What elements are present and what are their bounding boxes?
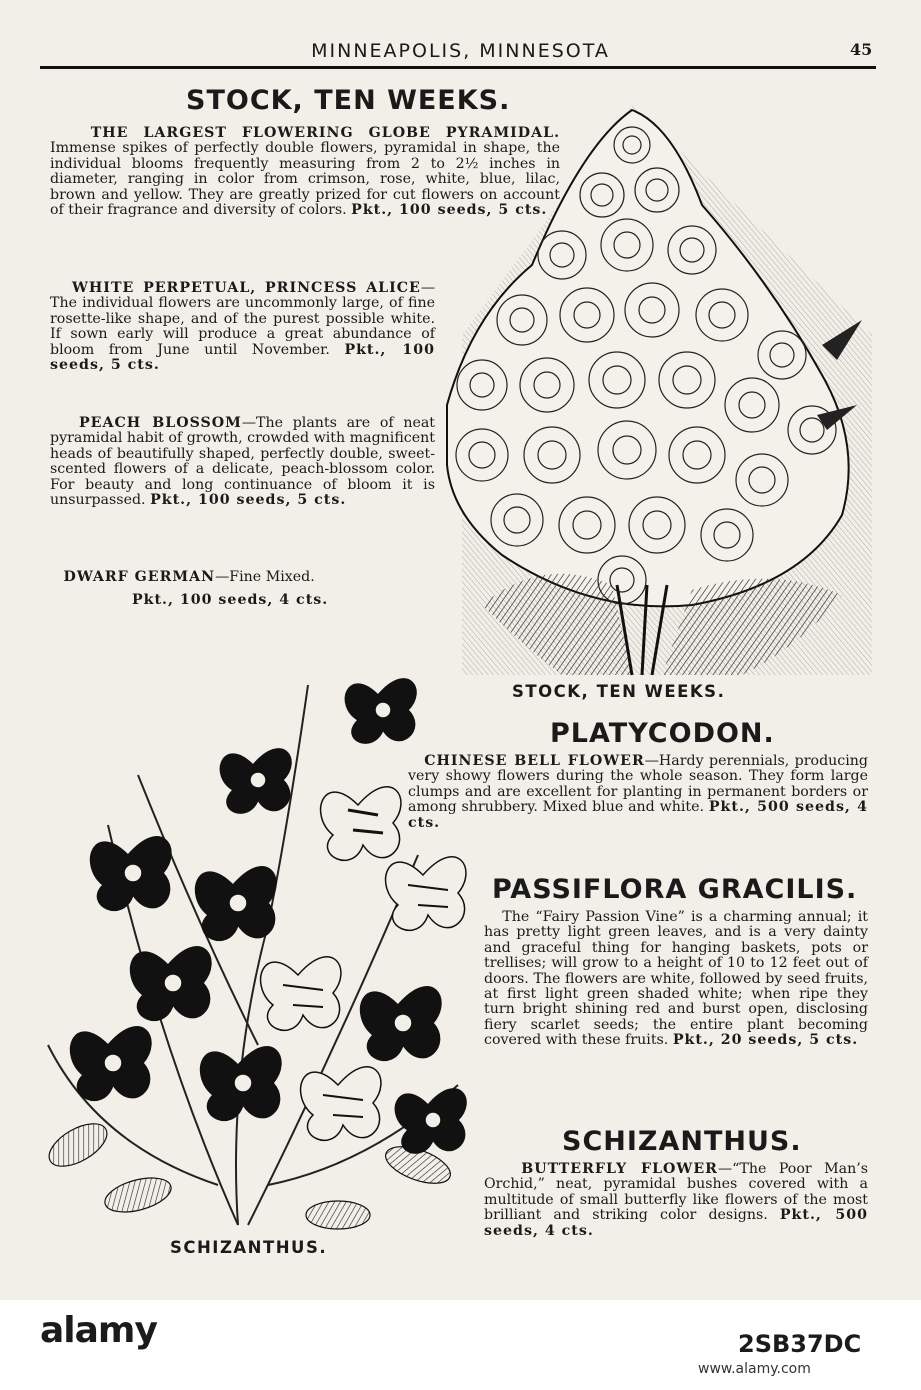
alamy-url: www.alamy.com [698, 1361, 811, 1377]
image-id: 2SB37DC [738, 1330, 862, 1358]
stock-peach-text: —The plants are of neat pyramidal habit of growth, crowded with magnificent heads of beautifully shaped, perfectly double, sweet-scented flowers of a delicate, peach-blossom color. For beauty and long continuance of bloom it is unsurpassed. [50, 415, 436, 509]
stock-globe-text: Immense spikes of perfectly double flowers, pyramidal in shape, the individual blooms frequently measuring from 2 to 2½ inches in diameter, ranging in color from crimson, rose, white, blue, lilac, brown and yellow. They are greatly prized for cut flowers on account of their fragrance and diversity of colors. [50, 140, 560, 219]
passiflora-price: Pkt., 20 seeds, 5 cts. [672, 1032, 859, 1049]
stock-paragraph-princess-alice [50, 281, 435, 373]
schizanthus-caption: SCHIZANTHUS. [170, 1238, 328, 1257]
schizanthus-price: Pkt., 500 seeds, 4 cts. [484, 1207, 868, 1239]
stock-globe-price: Pkt., 100 seeds, 5 cts. [351, 202, 548, 219]
schizanthus-lead: BUTTERFLY FLOWER [521, 1161, 718, 1177]
passiflora-paragraph [484, 910, 868, 1049]
stock-illustration [442, 85, 882, 685]
stock-dwarf-text: —Fine Mixed. [215, 569, 315, 585]
passiflora-title: PASSIFLORA GRACILIS. [492, 874, 858, 905]
schizanthus-paragraph [484, 1162, 868, 1239]
header-rule [40, 66, 876, 69]
page-number: 45 [850, 40, 873, 59]
platycodon-text: —Hardy perennials, producing very showy flowers during the whole season. They form large clumps and are excellent for planting in permanent borders or among shrubbery. Mixed blue and white. [408, 753, 869, 816]
stock-dwarf-lead: DWARF GERMAN [63, 569, 216, 585]
stock-alice-price: Pkt., 100 seeds, 5 cts. [50, 341, 435, 374]
stock-peach-lead: PEACH BLOSSOM [79, 415, 242, 431]
stock-paragraph-dwarf-german [50, 570, 435, 585]
schizanthus-illustration [38, 625, 470, 1235]
alamy-logo: alamy [40, 1310, 157, 1351]
passiflora-text: The “Fairy Passion Vine” is a charming annual; it has pretty light green leaves, and is a very dainty and graceful thing for hanging baskets, pots or trellises; will grow to a height of 10 to 12 feet out of doors. The flowers are white, followed by seed fruits, at first light green shaded white; when ripe they turn bright shining red and burst open, disclosing fiery scarlet seeds; the entire plant becoming covered with these fruits. [484, 909, 868, 1049]
stock-dwarf-price-line [132, 593, 392, 608]
schizanthus-title: SCHIZANTHUS. [562, 1126, 802, 1157]
stock-caption: STOCK, TEN WEEKS. [512, 682, 726, 701]
platycodon-lead: CHINESE BELL FLOWER [424, 753, 645, 769]
stock-peach-price: Pkt., 100 seeds, 5 cts. [150, 492, 347, 509]
stock-paragraph-peach-blossom [50, 416, 435, 508]
platycodon-paragraph [408, 754, 868, 831]
stock-alice-lead: WHITE PERPETUAL, PRINCESS ALICE [71, 280, 421, 296]
schizanthus-text: —“The Poor Man’s Orchid,” neat, pyramidal bushes covered with a multitude of small butterfly like flowers of the most brilliant and striking color designs. [484, 1161, 868, 1224]
stock-title: STOCK, TEN WEEKS. [186, 85, 511, 116]
platycodon-price: Pkt., 500 seeds, 4 cts. [408, 799, 869, 831]
stock-alice-text: —The individual flowers are uncommonly large, of fine rosette-like shape, and of the purest possible white. If sown early will produce a great abundance of bloom from June until November. [50, 280, 435, 358]
running-title: MINNEAPOLIS, MINNESOTA [311, 40, 610, 62]
stock-dwarf-price: Pkt., 100 seeds, 4 cts. [132, 592, 329, 608]
stock-globe-lead: THE LARGEST FLOWERING GLOBE PYRAMIDAL. [90, 125, 561, 141]
platycodon-title: PLATYCODON. [550, 718, 775, 749]
